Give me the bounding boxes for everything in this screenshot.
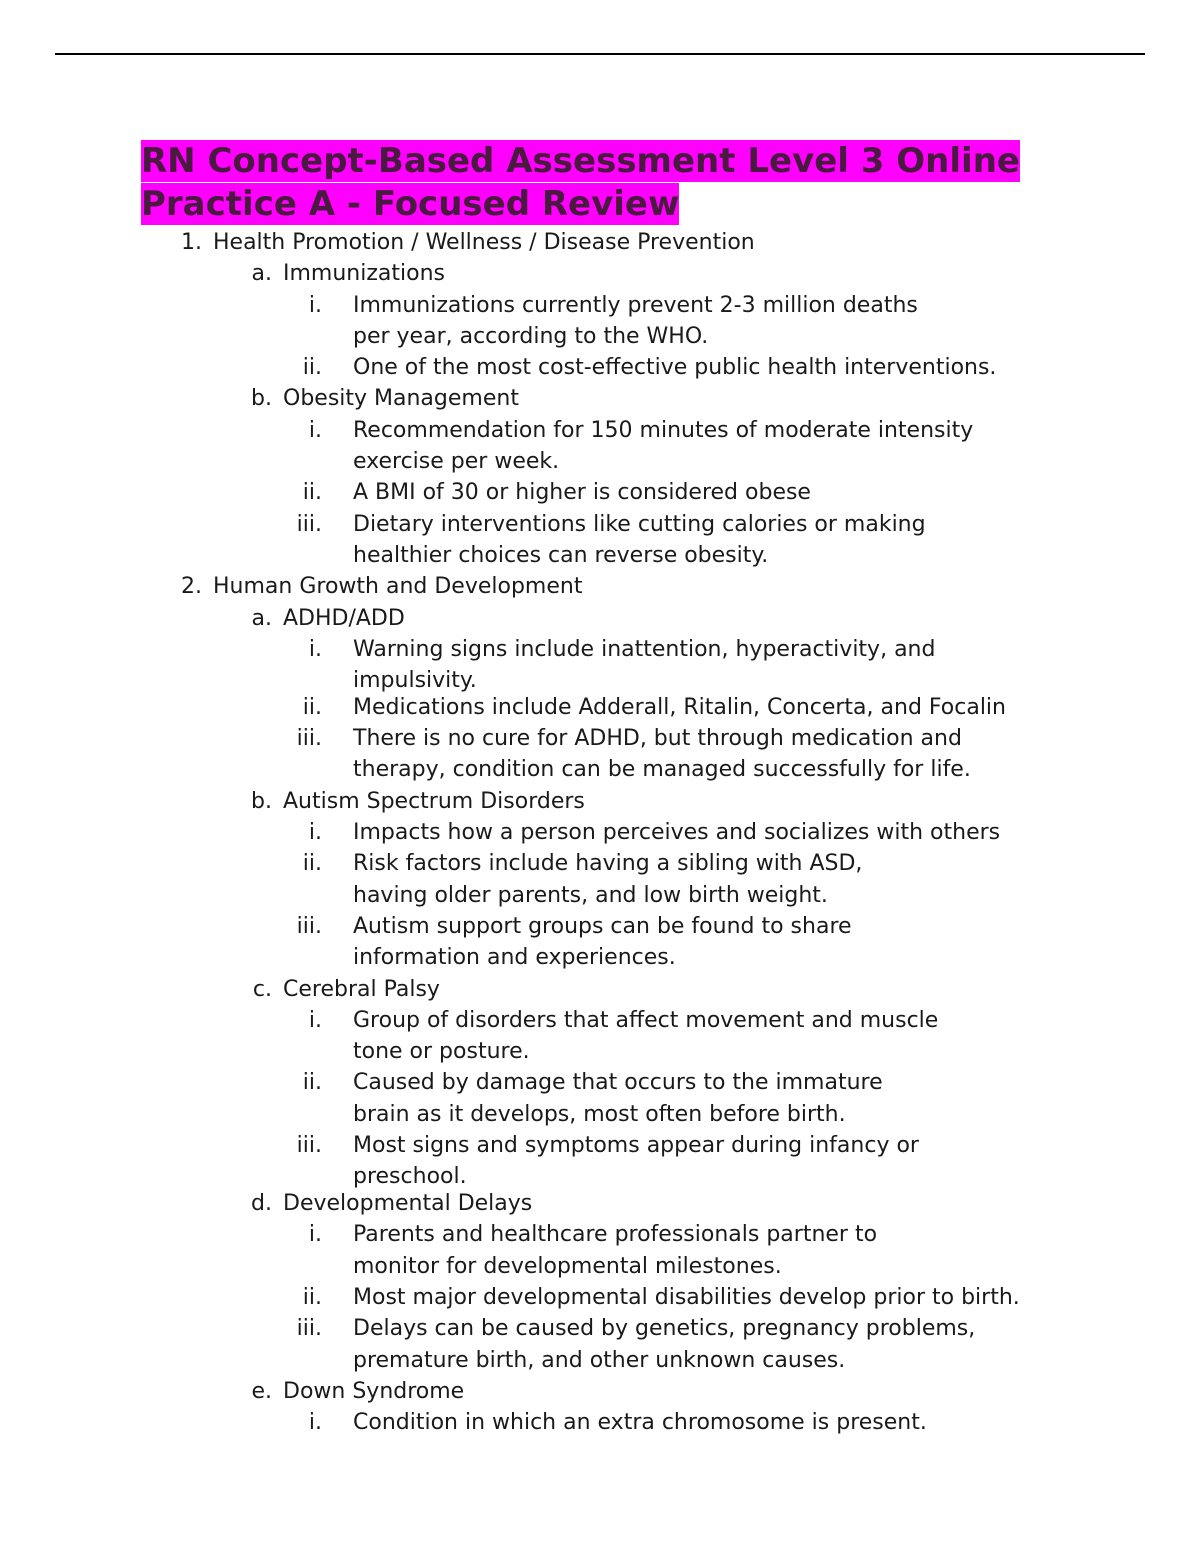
point-line-1: Parents and healthcare professionals partner to [353, 1222, 878, 1248]
point-line-2: exercise per week. [353, 449, 560, 475]
header-rule [55, 53, 1145, 55]
point-line-1: Dietary interventions like cutting calories or making [353, 511, 926, 537]
subsection-item [0, 1376, 1200, 1407]
point-line-1: Group of disorders that affect movement and muscle [353, 1007, 939, 1033]
roman-numeral: i. [308, 820, 322, 846]
point-text [353, 817, 1000, 848]
point-text [353, 352, 996, 383]
subsection-heading: Obesity Management [283, 386, 519, 412]
subsection-item [0, 603, 1200, 634]
point-line-1: One of the most cost-effective public health interventions. [353, 355, 997, 381]
subsection-item [0, 1188, 1200, 1219]
point-text [353, 848, 862, 911]
subsection-letter: b. [251, 386, 272, 412]
point-line-2: preschool. [353, 1164, 467, 1190]
subsection-item [0, 258, 1200, 289]
subsection-letter: b. [251, 788, 272, 814]
bullet-point [0, 692, 1200, 723]
review-outline [0, 227, 1200, 1438]
point-line-1: There is no cure for ADHD, but through medication and [353, 726, 962, 752]
bullet-point [0, 477, 1200, 508]
roman-numeral: ii. [302, 1070, 322, 1096]
point-text [353, 723, 971, 786]
roman-numeral: i. [308, 417, 322, 443]
bullet-point [0, 1282, 1200, 1313]
point-line-1: A BMI of 30 or higher is considered obese [353, 480, 811, 506]
point-text [353, 1067, 883, 1130]
point-line-1: Immunizations currently prevent 2-3 million deaths [353, 292, 918, 318]
point-text [353, 477, 811, 508]
point-line-1: Risk factors include having a sibling with ASD, [353, 851, 863, 877]
point-line-2: premature birth, and other unknown causes. [353, 1347, 846, 1373]
subsection-item [0, 974, 1200, 1005]
point-line-1: Caused by damage that occurs to the immature [353, 1070, 883, 1096]
bullet-point [0, 290, 1200, 353]
subsection-item [0, 383, 1200, 414]
subsection-heading: Immunizations [283, 261, 445, 287]
subsection-heading: Cerebral Palsy [283, 976, 440, 1002]
section-heading: Health Promotion / Wellness / Disease Prevention [213, 230, 755, 255]
bullet-point [0, 415, 1200, 478]
bullet-point [0, 509, 1200, 572]
roman-numeral: i. [308, 292, 322, 318]
point-line-2: tone or posture. [353, 1039, 530, 1065]
subsection-letter: d. [251, 1191, 272, 1217]
point-line-2: impulsivity. [353, 668, 477, 694]
roman-numeral: i. [308, 1007, 322, 1033]
roman-numeral: iii. [296, 726, 322, 752]
point-line-2: brain as it develops, most often before birth. [353, 1101, 846, 1127]
bullet-point [0, 1067, 1200, 1130]
bullet-point [0, 352, 1200, 383]
section-number: 2. [181, 574, 202, 600]
roman-numeral: ii. [302, 694, 322, 720]
roman-numeral: i. [308, 1410, 322, 1436]
point-line-2: therapy, condition can be managed successfully for life. [353, 757, 971, 783]
bullet-point [0, 1407, 1200, 1438]
point-line-1: Medications include Adderall, Ritalin, Concerta, and Focalin [353, 694, 1006, 720]
roman-numeral: iii. [296, 1133, 322, 1159]
subsection-heading: Developmental Delays [283, 1191, 533, 1217]
bullet-point [0, 634, 1200, 692]
subsection-letter: c. [252, 976, 272, 1002]
point-line-2: having older parents, and low birth weight. [353, 882, 828, 908]
point-line-2: information and experiences. [353, 945, 676, 971]
subsection-heading: Autism Spectrum Disorders [283, 788, 585, 814]
point-text [353, 692, 1006, 723]
section-heading: Human Growth and Development [213, 574, 583, 600]
point-line-1: Warning signs include inattention, hyperactivity, and [353, 636, 936, 662]
subsection-item [0, 786, 1200, 817]
bullet-point [0, 848, 1200, 911]
point-line-1: Impacts how a person perceives and socializes with others [353, 820, 1001, 846]
bullet-point [0, 1130, 1200, 1188]
title-line-1: RN Concept-Based Assessment Level 3 Online [141, 141, 1020, 181]
point-text [353, 1219, 877, 1282]
roman-numeral: i. [308, 1222, 322, 1248]
point-line-1: Autism support groups can be found to share [353, 913, 852, 939]
point-line-2: per year, according to the WHO. [353, 323, 709, 349]
roman-numeral: ii. [302, 1284, 322, 1310]
subsection-letter: e. [251, 1378, 272, 1404]
roman-numeral: ii. [302, 480, 322, 506]
subsection-heading: ADHD/ADD [283, 605, 405, 631]
point-text [353, 1005, 938, 1068]
subsection-letter: a. [251, 605, 272, 631]
roman-numeral: iii. [296, 511, 322, 537]
roman-numeral: ii. [302, 355, 322, 381]
title-line-2: Practice A - Focused Review [141, 184, 680, 224]
point-line-1: Condition in which an extra chromosome is present. [353, 1410, 927, 1436]
point-line-1: Most major developmental disabilities develop prior to birth. [353, 1284, 1020, 1310]
bullet-point [0, 817, 1200, 848]
roman-numeral: iii. [296, 913, 322, 939]
document-title [141, 140, 1101, 226]
section-number: 1. [181, 230, 202, 255]
point-text [353, 1130, 919, 1193]
point-text [353, 1313, 975, 1376]
bullet-point [0, 1219, 1200, 1282]
bullet-point [0, 723, 1200, 786]
point-line-1: Most signs and symptoms appear during infancy or [353, 1133, 919, 1159]
point-line-1: Recommendation for 150 minutes of moderate intensity [353, 417, 974, 443]
point-text [353, 290, 918, 353]
section-item [0, 227, 1200, 258]
bullet-point [0, 1313, 1200, 1376]
subsection-heading: Down Syndrome [283, 1378, 465, 1404]
roman-numeral: iii. [296, 1316, 322, 1342]
roman-numeral: i. [308, 636, 322, 662]
point-line-2: monitor for developmental milestones. [353, 1253, 782, 1279]
point-line-1: Delays can be caused by genetics, pregnancy problems, [353, 1316, 976, 1342]
point-text [353, 1407, 927, 1438]
point-text [353, 509, 926, 572]
point-text [353, 634, 935, 697]
bullet-point [0, 1005, 1200, 1068]
point-text [353, 415, 973, 478]
bullet-point [0, 911, 1200, 974]
section-item [0, 571, 1200, 602]
point-text [353, 1282, 1020, 1313]
subsection-letter: a. [251, 261, 272, 287]
point-text [353, 911, 852, 974]
point-line-2: healthier choices can reverse obesity. [353, 542, 769, 568]
roman-numeral: ii. [302, 851, 322, 877]
